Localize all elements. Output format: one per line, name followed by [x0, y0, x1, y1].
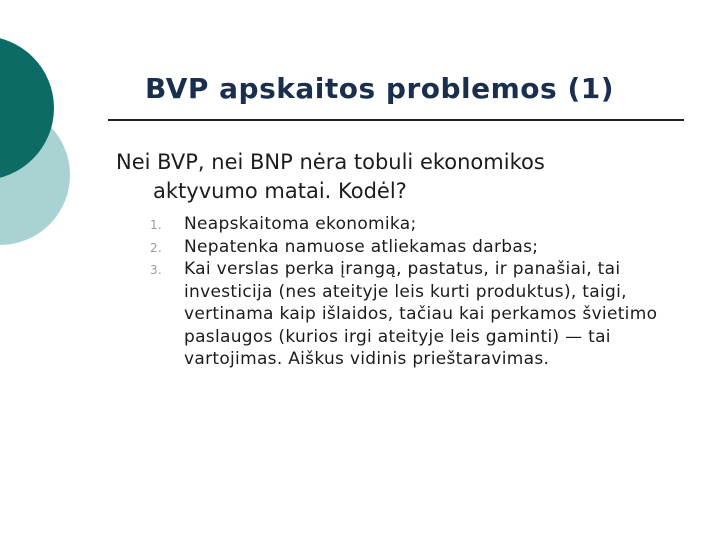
list-item — [150, 258, 690, 371]
title-divider — [108, 119, 684, 121]
list-item-number: 3. — [150, 263, 163, 277]
list-item-text: Kai verslas perka įrangą, pastatus, ir panašiai, tai investicija (nes ateityje leis kurti produktus), taigi, vertinama kaip išlaidos, tačiau kai perkamos švietimo paslaugos (kurios irgi ateityje leis gaminti) — tai vartojimas. Aiškus vidinis prieštaravimas. — [184, 259, 658, 369]
reasons-list — [150, 213, 690, 371]
intro-line-1: Nei BVP, nei BNP nėra tobuli ekonomikos — [116, 150, 545, 174]
list-item-text: Neapskaitoma ekonomika; — [184, 214, 417, 234]
intro-line-2: aktyvumo matai. Kodėl? — [153, 179, 407, 203]
list-item-number: 1. — [150, 218, 163, 232]
decorative-circles — [0, 0, 120, 300]
slide-title: BVP apskaitos problemos (1) — [145, 72, 615, 105]
intro-text — [116, 148, 676, 206]
list-item — [150, 213, 690, 236]
list-item-number: 2. — [150, 240, 163, 255]
list-item — [150, 236, 690, 259]
list-item-text: Nepatenka namuose atliekamas darbas; — [184, 236, 539, 257]
